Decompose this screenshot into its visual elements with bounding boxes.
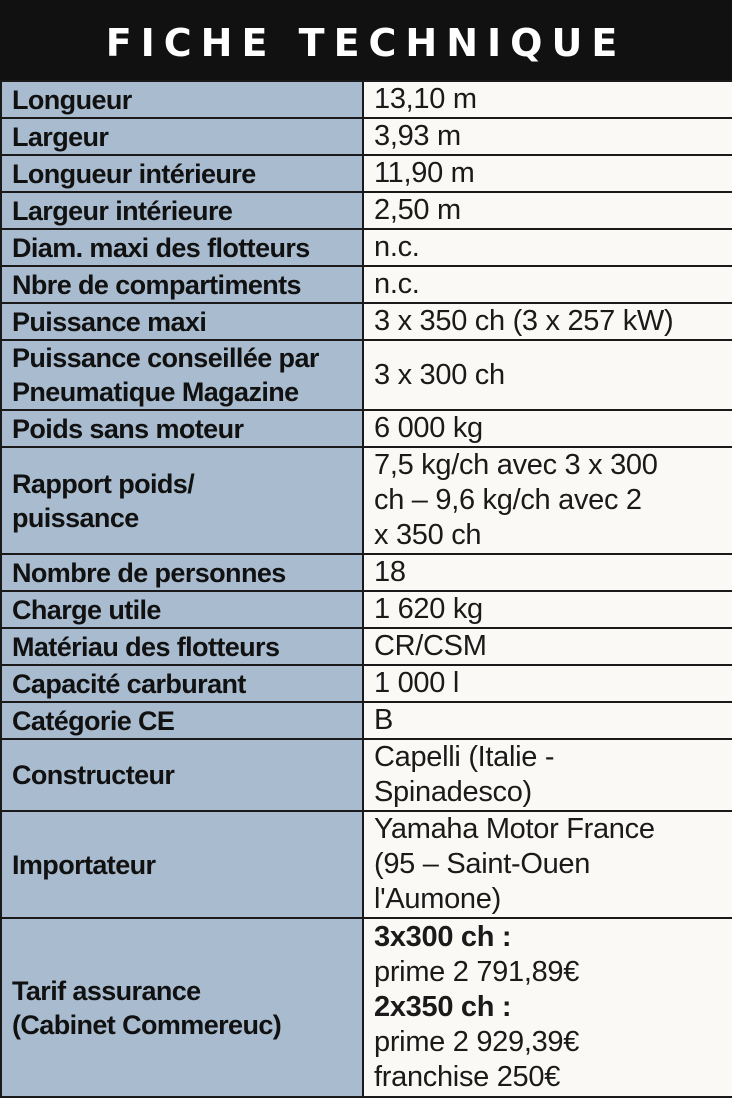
spec-value-line: 7,5 kg/ch avec 3 x 300 [374, 449, 658, 481]
spec-value [363, 155, 732, 192]
table-row [1, 918, 732, 1097]
spec-value [363, 303, 732, 340]
spec-label-line: Longueur intérieure [12, 158, 256, 189]
spec-table [0, 80, 732, 1098]
spec-value-line: 3 x 300 ch [374, 358, 505, 391]
spec-label-line: Puissance conseillée par [12, 343, 319, 373]
spec-value-line: 11,90 m [374, 157, 475, 189]
spec-value [363, 739, 732, 811]
table-row [1, 340, 732, 410]
spec-label [1, 554, 363, 591]
spec-label-line: Largeur [12, 121, 109, 152]
spec-label-line: Constructeur [12, 760, 175, 790]
spec-label [1, 702, 363, 739]
spec-value-line: prime 2 929,39€ [374, 1026, 580, 1058]
table-row [1, 591, 732, 628]
spec-value [363, 702, 732, 739]
spec-value [363, 410, 732, 447]
table-row [1, 811, 732, 918]
spec-label-line: Nombre de personnes [12, 557, 286, 588]
spec-value-line: 3 x 350 ch (3 x 257 kW) [374, 305, 674, 337]
spec-label-line: puissance [12, 502, 139, 533]
spec-label-line: Importateur [12, 849, 156, 880]
spec-value-line: 3x300 ch : [374, 921, 512, 953]
spec-value-line: 18 [374, 556, 406, 588]
spec-label-line: Charge utile [12, 594, 161, 625]
table-row [1, 739, 732, 811]
spec-label-line: Catégorie CE [12, 705, 175, 736]
spec-table-body [1, 81, 732, 1097]
spec-value-line: (95 – Saint-Ouen [374, 848, 591, 880]
spec-label-line: Poids sans moteur [12, 413, 244, 444]
spec-label-line: Largeur intérieure [12, 195, 233, 226]
spec-label [1, 591, 363, 628]
spec-value-line: Spinadesco) [374, 776, 532, 808]
spec-value-line: 6 000 kg [374, 412, 483, 444]
spec-value-line: ch – 9,6 kg/ch avec 2 [374, 484, 642, 516]
spec-value-line: l'Aumone) [374, 883, 501, 915]
spec-label [1, 410, 363, 447]
spec-value [363, 118, 732, 155]
spec-value [363, 554, 732, 591]
spec-label-line: Puissance maxi [12, 306, 207, 337]
spec-value-line: B [374, 704, 394, 736]
spec-value [363, 665, 732, 702]
spec-value-line: franchise 250€ [374, 1061, 561, 1093]
spec-label [1, 918, 363, 1097]
spec-label [1, 447, 363, 554]
spec-label [1, 811, 363, 918]
table-row [1, 447, 732, 554]
spec-label [1, 628, 363, 665]
spec-value [363, 340, 732, 410]
spec-value-line: x 350 ch [374, 519, 482, 551]
spec-value-line: n.c. [374, 231, 420, 263]
table-row [1, 229, 732, 266]
spec-label [1, 266, 363, 303]
spec-value [363, 192, 732, 229]
spec-value-line: 13,10 m [374, 83, 477, 115]
spec-label-line: Diam. maxi des flotteurs [12, 232, 310, 263]
spec-value [363, 628, 732, 665]
spec-label-line: Tarif assurance [12, 975, 201, 1006]
spec-label [1, 118, 363, 155]
spec-value [363, 591, 732, 628]
spec-value-line: CR/CSM [374, 630, 487, 662]
table-row [1, 155, 732, 192]
spec-value-line: Capelli (Italie - [374, 741, 555, 773]
table-row [1, 266, 732, 303]
spec-label [1, 665, 363, 702]
spec-value-line: n.c. [374, 268, 420, 300]
spec-value [363, 447, 732, 554]
spec-label-line: Pneumatique Magazine [12, 377, 299, 407]
spec-value-line: 2x350 ch : [374, 991, 512, 1023]
spec-value-line: 1 000 l [374, 667, 459, 699]
spec-label [1, 229, 363, 266]
spec-label-line: Capacité carburant [12, 668, 246, 699]
table-row [1, 118, 732, 155]
table-row [1, 81, 732, 118]
table-row [1, 665, 732, 702]
spec-label [1, 303, 363, 340]
spec-value-line: prime 2 791,89€ [374, 956, 580, 988]
spec-label-line: Rapport poids/ [12, 468, 195, 499]
spec-value [363, 81, 732, 118]
spec-value [363, 918, 732, 1097]
spec-value-line: Yamaha Motor France [374, 813, 655, 845]
spec-value-line: 2,50 m [374, 194, 461, 226]
spec-value [363, 229, 732, 266]
spec-label-line: Matériau des flotteurs [12, 631, 280, 662]
spec-label [1, 155, 363, 192]
table-row [1, 192, 732, 229]
spec-label [1, 739, 363, 811]
table-row [1, 303, 732, 340]
spec-value [363, 266, 732, 303]
spec-label [1, 192, 363, 229]
spec-label [1, 340, 363, 410]
spec-label-line: Nbre de compartiments [12, 269, 301, 300]
spec-label-line: (Cabinet Commereuc) [12, 1009, 282, 1040]
spec-value-line: 1 620 kg [374, 593, 483, 625]
spec-value-line: 3,93 m [374, 120, 461, 152]
table-row [1, 628, 732, 665]
table-row [1, 554, 732, 591]
spec-label-line: Longueur [12, 84, 132, 115]
table-row [1, 702, 732, 739]
spec-label [1, 81, 363, 118]
page-title: FICHE TECHNIQUE [0, 0, 732, 80]
table-row [1, 410, 732, 447]
spec-value [363, 811, 732, 918]
